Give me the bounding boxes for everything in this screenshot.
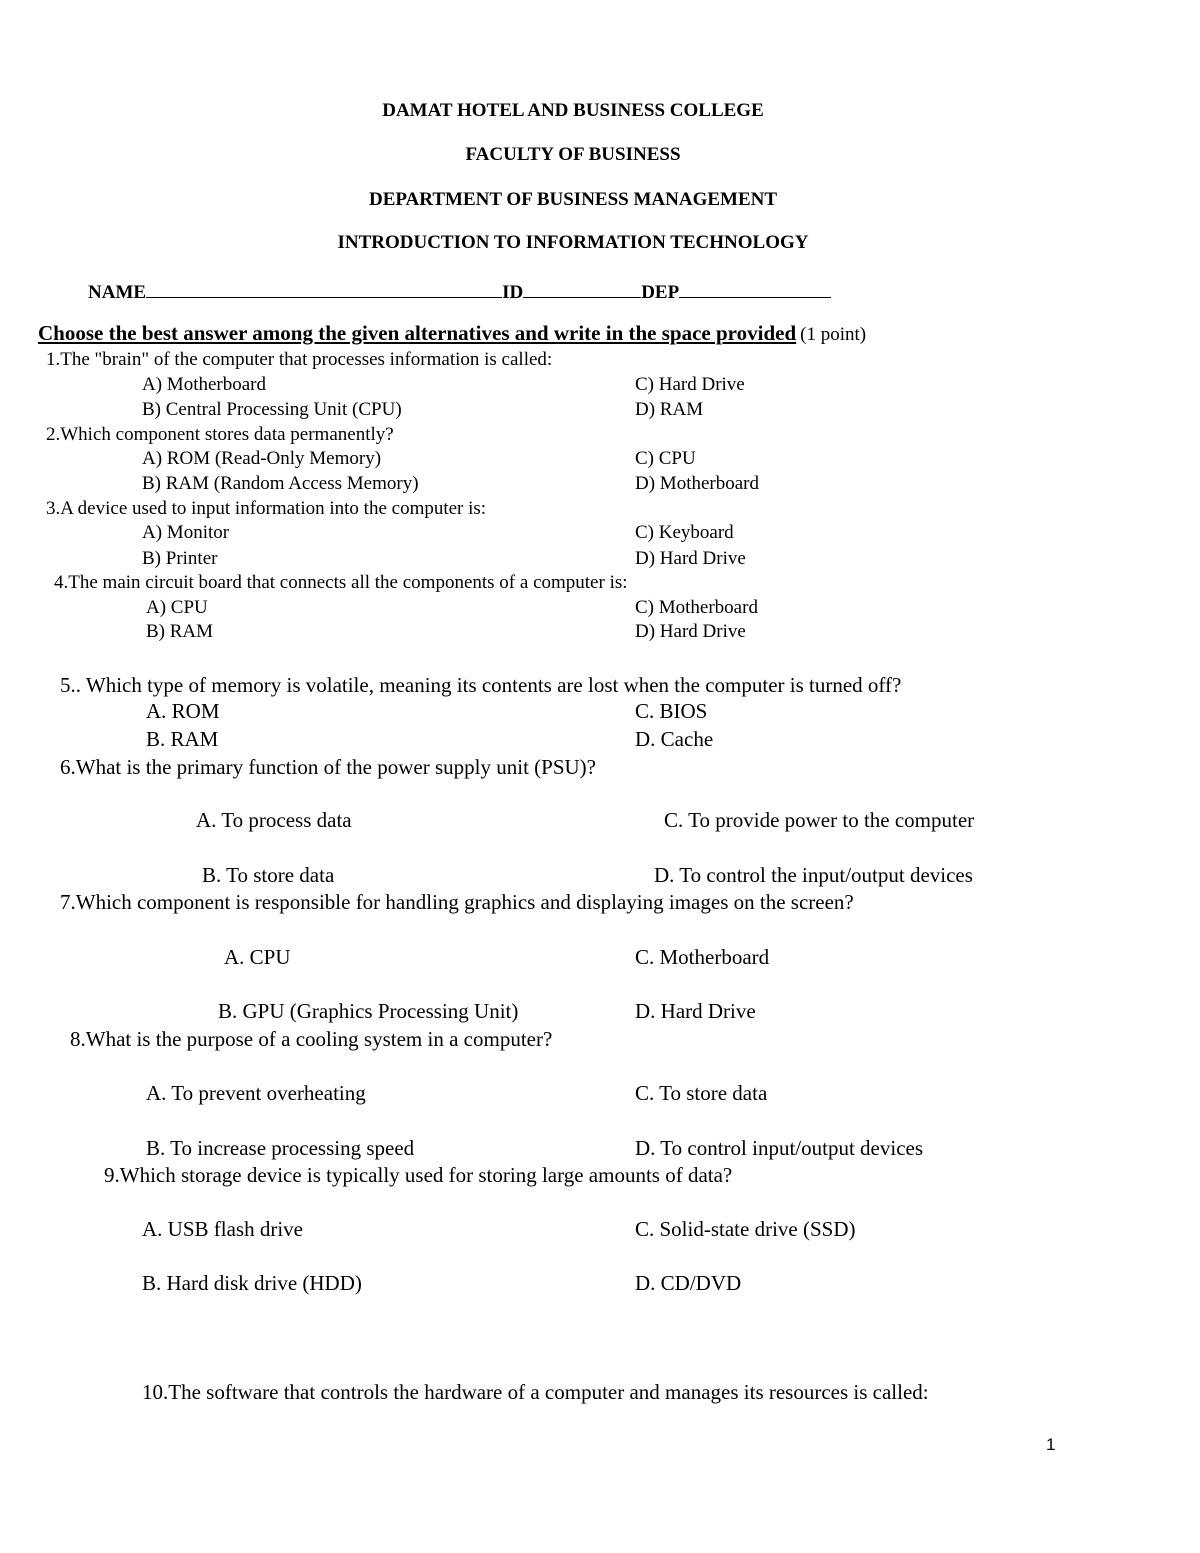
q6-option-c: C. To provide power to the computer	[664, 808, 975, 832]
question-text: What is the primary function of the power supply unit (PSU)?	[75, 755, 596, 779]
q7-option-c: C. Motherboard	[635, 945, 770, 969]
q7-option-d: D. Hard Drive	[635, 999, 756, 1023]
question-4	[54, 573, 628, 592]
q2-option-d: D) Motherboard	[635, 473, 759, 494]
q1-option-d: D) RAM	[635, 399, 704, 420]
question-number: 8.	[70, 1027, 86, 1051]
q9-option-d: D. CD/DVD	[635, 1271, 742, 1295]
q1-option-b: B) Central Processing Unit (CPU)	[142, 399, 402, 420]
q2-option-b: B) RAM (Random Access Memory)	[142, 473, 419, 494]
dep-blank[interactable]	[679, 280, 831, 298]
q3-option-d: D) Hard Drive	[635, 548, 746, 569]
q2-option-a: A) ROM (Read-Only Memory)	[142, 448, 382, 469]
name-blank[interactable]	[146, 280, 502, 298]
question-10	[142, 1382, 929, 1403]
q3-option-a: A) Monitor	[142, 522, 230, 543]
college-title: DAMAT HOTEL AND BUSINESS COLLEGE	[382, 100, 764, 121]
question-text: Which storage device is typically used for storing large amounts of data?	[119, 1163, 733, 1187]
question-7	[60, 892, 854, 913]
q9-option-c: C. Solid-state drive (SSD)	[635, 1217, 856, 1241]
question-number: 3.	[46, 498, 61, 519]
question-text: Which component is responsible for handling graphics and displaying images on the screen?	[75, 890, 854, 914]
question-number: 2.	[46, 424, 61, 445]
q7-option-b: B. GPU (Graphics Processing Unit)	[218, 999, 519, 1023]
q4-option-b: B) RAM	[146, 621, 214, 642]
q6-option-a: A. To process data	[196, 808, 352, 832]
question-text: A device used to input information into the computer is:	[60, 498, 487, 519]
q2-option-c: C) CPU	[635, 448, 696, 469]
question-number: 6.	[60, 755, 76, 779]
question-number: 9.	[104, 1163, 120, 1187]
q4-option-a: A) CPU	[146, 597, 208, 618]
question-9	[104, 1165, 732, 1186]
question-6	[60, 757, 596, 778]
q3-option-c: C) Keyboard	[635, 522, 734, 543]
question-5	[60, 675, 901, 696]
question-number: 10.	[142, 1380, 169, 1404]
q4-option-c: C) Motherboard	[635, 597, 758, 618]
question-text: The software that controls the hardware of a computer and manages its resources is called:	[168, 1380, 929, 1404]
q8-option-c: C. To store data	[635, 1081, 768, 1105]
student-info-fields	[88, 280, 831, 302]
q9-option-b: B. Hard disk drive (HDD)	[142, 1271, 362, 1295]
question-text: The "brain" of the computer that processes information is called:	[60, 349, 553, 370]
question-8	[70, 1029, 552, 1050]
question-1	[46, 350, 552, 369]
instructions-points: (1 point)	[800, 324, 867, 345]
q3-option-b: B) Printer	[142, 548, 218, 569]
q8-option-b: B. To increase processing speed	[146, 1136, 415, 1160]
q1-option-c: C) Hard Drive	[635, 374, 745, 395]
question-text: What is the purpose of a cooling system in a computer?	[85, 1027, 553, 1051]
q8-option-a: A. To prevent overheating	[146, 1081, 366, 1105]
question-2	[46, 425, 394, 444]
id-blank[interactable]	[523, 280, 641, 298]
page-number: 1	[1046, 1435, 1056, 1454]
id-label: ID	[502, 282, 524, 303]
q1-option-a: A) Motherboard	[142, 374, 266, 395]
q5-option-d: D. Cache	[635, 727, 714, 751]
q4-option-d: D) Hard Drive	[635, 621, 746, 642]
q6-option-b: B. To store data	[202, 863, 335, 887]
faculty-title: FACULTY OF BUSINESS	[465, 144, 681, 165]
q8-option-d: D. To control input/output devices	[635, 1136, 924, 1160]
question-number: 7.	[60, 890, 76, 914]
question-text: The main circuit board that connects all the components of a computer is:	[68, 572, 628, 593]
q5-option-c: C. BIOS	[635, 699, 708, 723]
q7-option-a: A. CPU	[224, 945, 291, 969]
question-text: Which component stores data permanently?	[60, 424, 394, 445]
question-number: 1.	[46, 349, 61, 370]
q6-option-d: D. To control the input/output devices	[654, 863, 973, 887]
name-label: NAME	[88, 282, 147, 303]
q5-option-a: A. ROM	[146, 699, 220, 723]
department-title: DEPARTMENT OF BUSINESS MANAGEMENT	[368, 189, 778, 210]
dep-label: DEP	[641, 282, 680, 303]
question-number: 5.	[60, 673, 76, 697]
question-text: . Which type of memory is volatile, meaning its contents are lost when the computer is turned off?	[75, 673, 902, 697]
instructions	[38, 323, 866, 344]
instructions-text: Choose the best answer among the given alternatives and write in the space provided	[38, 321, 797, 345]
course-title: INTRODUCTION TO INFORMATION TECHNOLOGY	[337, 232, 809, 253]
question-number: 4.	[54, 572, 69, 593]
question-3	[46, 499, 486, 518]
q9-option-a: A. USB flash drive	[142, 1217, 303, 1241]
q5-option-b: B. RAM	[146, 727, 219, 751]
